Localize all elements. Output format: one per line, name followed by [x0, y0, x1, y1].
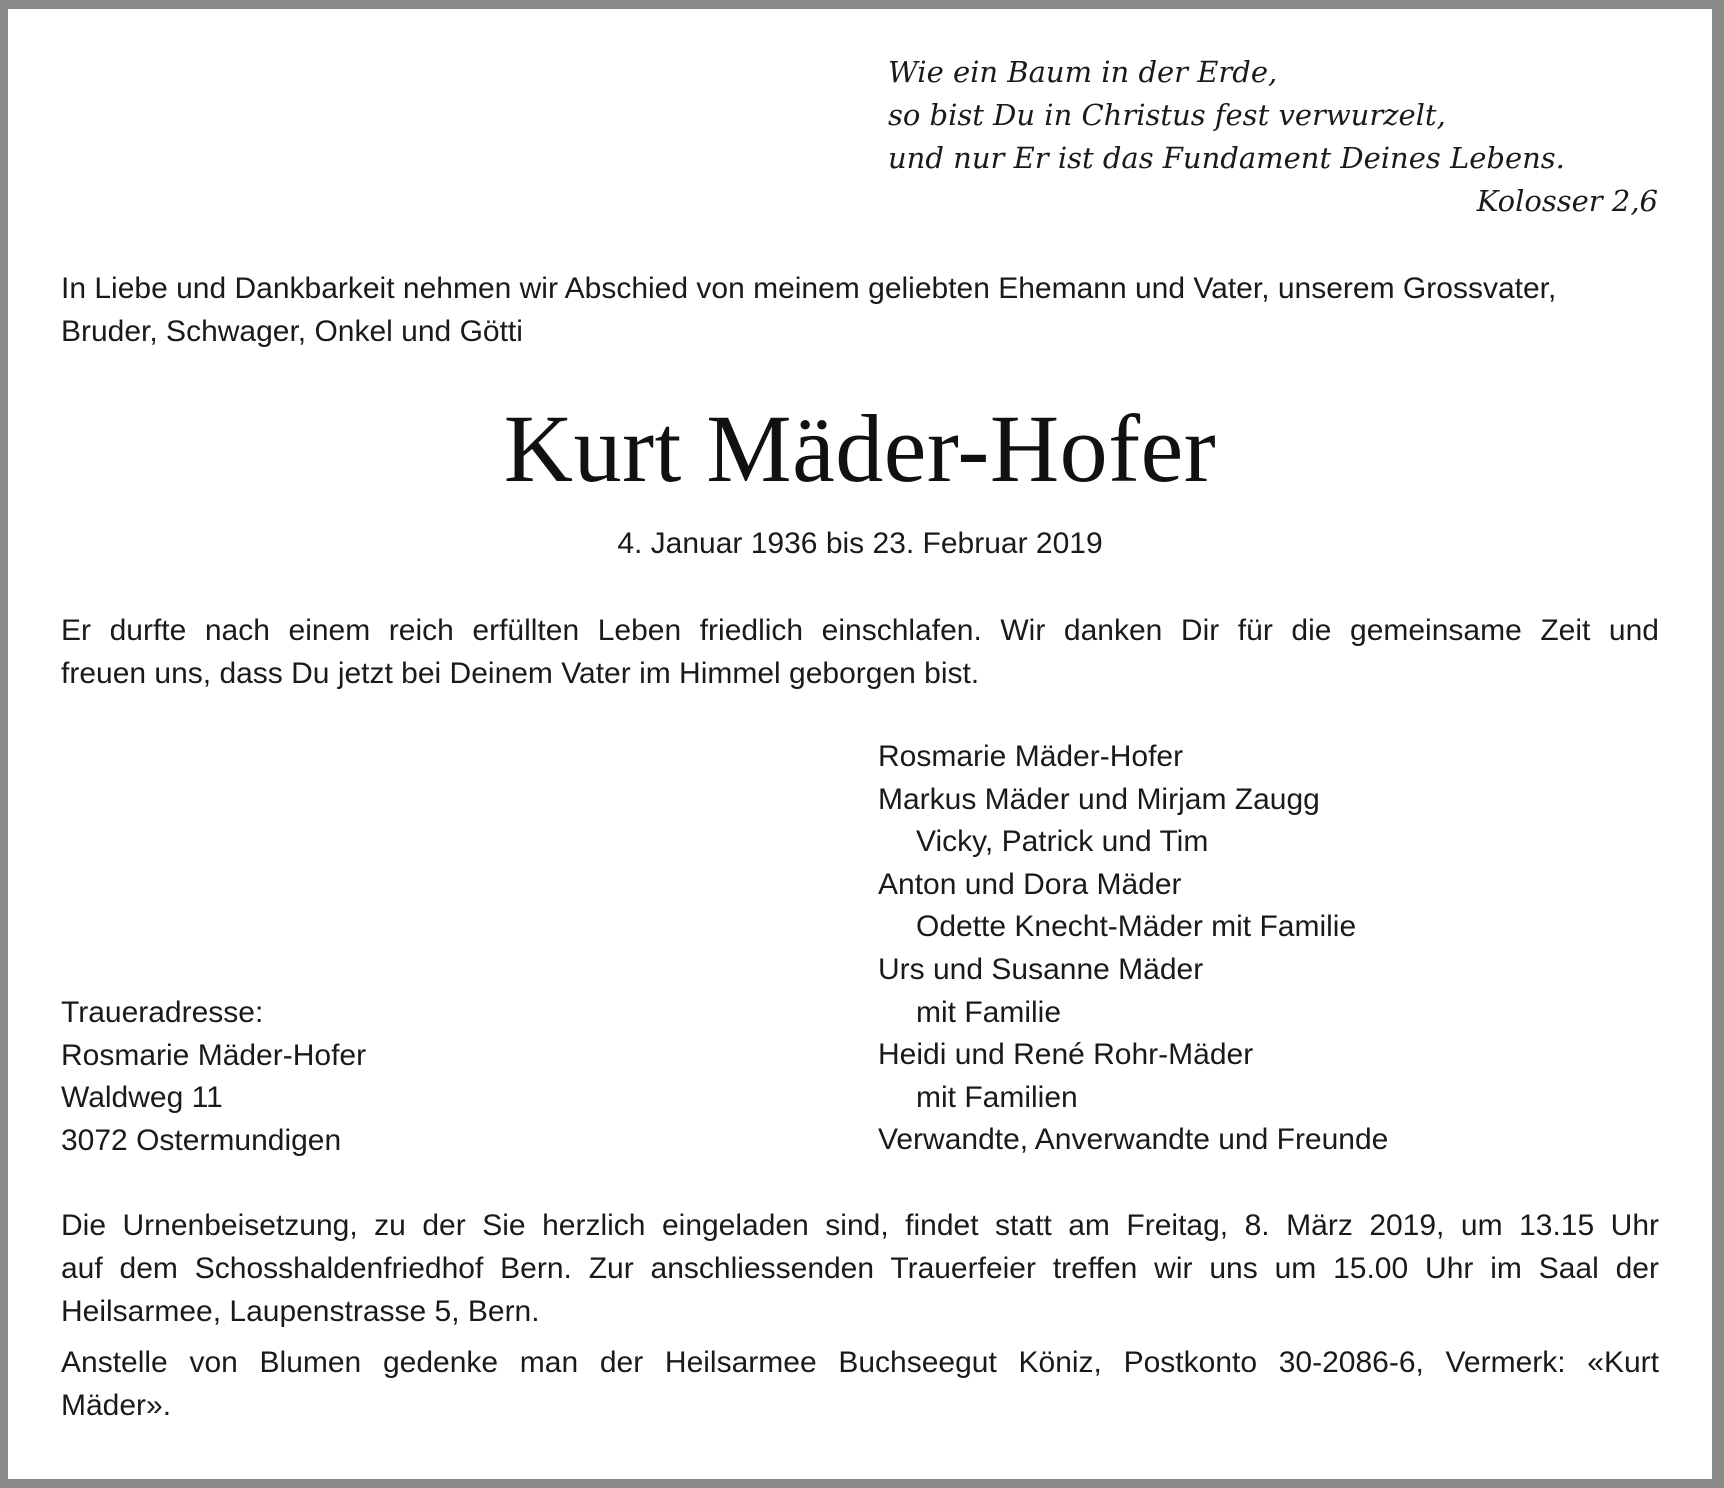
paragraph-line: Die Urnenbeisetzung, zu der Sie herzlich eingeladen sind, findet statt am Freitag, 8. März 2019, um 13.15 Uhr	[61, 1209, 1659, 1242]
verse-line: und nur Er ist das Fundament Deines Lebens.	[888, 141, 1565, 175]
burial-paragraph	[61, 1204, 1659, 1333]
mourner-subentry: Vicky, Patrick und Tim	[916, 825, 1209, 859]
address-label: Traueradresse:	[61, 996, 264, 1029]
paragraph-line: Mäder».	[61, 1389, 172, 1422]
mourner-entry: Rosmarie Mäder-Hofer	[878, 740, 1184, 773]
mourner-subentry: mit Familie	[916, 995, 1062, 1029]
intro-line: Bruder, Schwager, Onkel und Götti	[61, 315, 523, 348]
mourner-subentry: mit Familien	[916, 1080, 1078, 1114]
mourner-entry: Verwandte, Anverwandte und Freunde	[878, 1123, 1389, 1157]
paragraph-line: auf dem Schosshaldenfriedhof Bern. Zur anschliessenden Trauerfeier treffen wir uns um 15.00 Uhr im Saal der	[61, 1252, 1659, 1285]
obituary-notice	[8, 9, 1712, 1479]
mourner-entry: Anton und Dora Mäder	[878, 867, 1182, 901]
paragraph-line: Heilsarmee, Laupenstrasse 5, Bern.	[61, 1295, 540, 1328]
mourner-entry: Heidi und René Rohr-Mäder	[878, 1038, 1254, 1072]
address-street: Waldweg 11	[61, 1081, 223, 1115]
bible-verse	[888, 51, 1658, 223]
mourner-entry: Markus Mäder und Mirjam Zaugg	[878, 782, 1320, 816]
verse-line: Wie ein Baum in der Erde,	[888, 55, 1278, 89]
mourners-list	[878, 736, 1678, 1162]
farewell-paragraph	[61, 609, 1659, 695]
life-dates: 4. Januar 1936 bis 23. Februar 2019	[617, 527, 1103, 560]
donation-paragraph	[61, 1341, 1659, 1427]
verse-line: so bist Du in Christus fest verwurzelt,	[888, 98, 1446, 132]
deceased-name: Kurt Mäder-Hofer	[503, 395, 1217, 502]
verse-source: Kolosser 2,6	[1476, 184, 1658, 218]
intro-line: In Liebe und Dankbarkeit nehmen wir Abschied von meinem geliebten Ehemann und Vater, unserem Grossvater,	[61, 272, 1557, 305]
mourner-entry: Urs und Susanne Mäder	[878, 952, 1204, 986]
mourning-address	[61, 992, 761, 1162]
paragraph-line: freuen uns, dass Du jetzt bei Deinem Vater im Himmel geborgen bist.	[61, 657, 980, 690]
address-city: 3072 Ostermundigen	[61, 1123, 342, 1157]
address-name: Rosmarie Mäder-Hofer	[61, 1038, 367, 1072]
paragraph-line: Anstelle von Blumen gedenke man der Heilsarmee Buchseegut Köniz, Postkonto 30-2086-6, Vermerk: «Kurt	[61, 1346, 1659, 1379]
paragraph-line: Er durfte nach einem reich erfüllten Leben friedlich einschlafen. Wir danken Dir für die gemeinsame Zeit und	[61, 614, 1659, 647]
intro-text	[61, 267, 1661, 353]
mourner-subentry: Odette Knecht-Mäder mit Familie	[916, 910, 1357, 944]
